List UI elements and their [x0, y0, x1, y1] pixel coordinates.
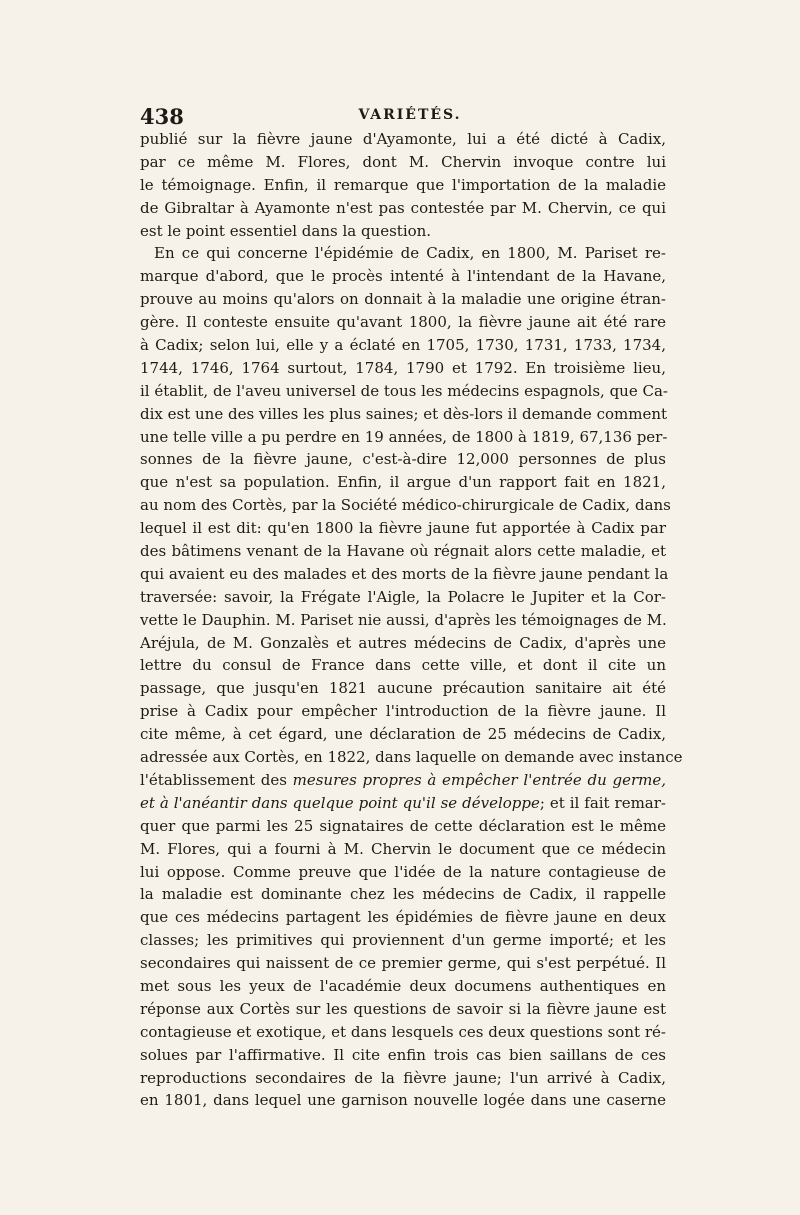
line-text: de Gibraltar à Ayamonte n'est pas contestée par M. Chervin, ce qui	[140, 198, 666, 217]
line-text: que n'est sa population. Enfin, il argue d'un rapport fait en 1821,	[140, 473, 666, 492]
text-line	[140, 517, 666, 540]
line-text: En ce qui concerne l'épidémie de Cadix, en 1800, M. Pariset re-	[154, 244, 666, 263]
text-line	[140, 128, 666, 151]
text-line	[140, 311, 666, 334]
text-line	[140, 174, 666, 197]
text-line	[140, 242, 666, 265]
text-line	[140, 677, 666, 700]
text-line	[140, 883, 666, 906]
line-text: au nom des Cortès, par la Société médico-chirurgicale de Cadix, dans	[140, 496, 671, 515]
line-text: lequel il est dit: qu'en 1800 la fièvre jaune fut apportée à Cadix par	[140, 519, 666, 538]
line-text: solues par l'affirmative. Il cite enfin trois cas bien saillans de ces	[140, 1045, 666, 1064]
line-text: vette le Dauphin. M. Pariset nie aussi, d'après les témoignages de M.	[140, 610, 667, 629]
line-text: passage, que jusqu'en 1821 aucune précaution sanitaire ait été	[140, 679, 666, 698]
text-line	[140, 357, 666, 380]
text-line	[140, 838, 666, 861]
text-line	[140, 1021, 666, 1044]
line-text: 1744, 1746, 1764 surtout, 1784, 1790 et 1792. En troisième lieu,	[140, 358, 666, 377]
line-text: M. Flores, qui a fourni à M. Chervin le document que ce médecin	[140, 839, 666, 858]
text-line	[140, 403, 666, 426]
line-text: en 1801, dans lequel une garnison nouvelle logée dans une caserne	[140, 1091, 666, 1110]
line-text: réponse aux Cortès sur les questions de savoir si la fièvre jaune est	[140, 999, 666, 1018]
page-header	[140, 104, 660, 129]
text-line	[140, 632, 666, 655]
text-line	[140, 769, 666, 792]
page-number: 438	[140, 104, 184, 129]
text-line	[140, 448, 666, 471]
line-text: le témoignage. Enfin, il remarque que l'importation de la maladie	[140, 175, 666, 194]
line-text: classes; les primitives qui proviennent d'un germe importé; et les	[140, 931, 666, 950]
line-text: secondaires qui naissent de ce premier germe, qui s'est perpétué. Il	[140, 954, 666, 973]
text-line	[140, 197, 666, 220]
text-line	[140, 265, 666, 288]
text-line	[140, 334, 666, 357]
line-text: par ce même M. Flores, dont M. Chervin invoque contre lui	[140, 152, 666, 171]
line-text: gère. Il conteste ensuite qu'avant 1800, la fièvre jaune ait été rare	[140, 313, 666, 332]
line-text: est le point essentiel dans la question.	[140, 221, 432, 240]
line-text: traversée: savoir, la Frégate l'Aigle, la Polacre le Jupiter et la Cor-	[140, 587, 666, 606]
text-line	[140, 746, 683, 769]
line-text: marque d'abord, que le procès intenté à l'intendant de la Havane,	[140, 267, 666, 286]
line-text: Aréjula, de M. Gonzalès et autres médecins de Cadix, d'après une	[140, 633, 666, 652]
line-text: une telle ville a pu perdre en 19 années, de 1800 à 1819, 67,136 per-	[140, 427, 668, 446]
line-text: que ces médecins partagent les épidémies de fièvre jaune en deux	[140, 908, 666, 927]
line-text: l'établissement des	[140, 770, 293, 789]
line-text: la maladie est dominante chez les médecins de Cadix, il rappelle	[140, 885, 666, 904]
running-head: VARIÉTÉS.	[358, 107, 462, 123]
line-text: lui oppose. Comme preuve que l'idée de la nature contagieuse de	[140, 862, 666, 881]
line-text: il établit, de l'aveu universel de tous les médecins espagnols, que Ca-	[140, 381, 668, 400]
text-line	[140, 952, 666, 975]
text-line	[140, 380, 666, 403]
line-italic-text: mesures propres à empêcher l'entrée du germe,	[292, 770, 666, 789]
text-line	[140, 700, 666, 723]
text-line	[140, 426, 666, 449]
text-line	[140, 471, 666, 494]
line-text: quer que parmi les 25 signataires de cette déclaration est le même	[140, 816, 666, 835]
line-text: prouve au moins qu'alors on donnait à la maladie une origine étran-	[140, 290, 666, 309]
line-text: publié sur la fièvre jaune d'Ayamonte, lui a été dicté à Cadix,	[140, 130, 666, 148]
line-text: sonnes de la fièvre jaune, c'est-à-dire 12,000 personnes de plus	[140, 450, 666, 469]
line-italic-text: et à l'anéantir dans quelque point qu'il se développe	[140, 793, 540, 812]
line-text: des bâtimens venant de la Havane où régnait alors cette maladie, et	[140, 542, 666, 561]
text-line	[140, 1067, 666, 1090]
text-line	[140, 815, 666, 838]
line-text: contagieuse et exotique, et dans lesquels ces deux questions sont ré-	[140, 1022, 666, 1041]
line-text: lettre du consul de France dans cette ville, et dont il cite un	[140, 656, 666, 675]
text-line	[140, 1089, 666, 1112]
text-line	[140, 998, 666, 1021]
line-text: qui avaient eu des malades et des morts de la fièvre jaune pendant la	[140, 564, 669, 583]
text-line	[140, 654, 666, 677]
text-line	[140, 723, 666, 746]
body-text	[140, 128, 683, 1112]
line-text: dix est une des villes les plus saines; et dès-lors il demande comment	[140, 404, 668, 423]
text-line	[140, 792, 666, 815]
line-text: cite même, à cet égard, une déclaration de 25 médecins de Cadix,	[140, 725, 666, 744]
text-line	[140, 906, 666, 929]
line-text: prise à Cadix pour empêcher l'introduction de la fièvre jaune. Il	[140, 702, 666, 721]
text-line	[140, 609, 666, 632]
line-text: reproductions secondaires de la fièvre jaune; l'un arrivé à Cadix,	[140, 1068, 666, 1087]
line-text: met sous les yeux de l'académie deux documens authentiques en	[140, 976, 666, 995]
text-line	[140, 540, 666, 563]
text-line	[140, 151, 666, 174]
text-line	[140, 929, 666, 952]
text-line	[140, 975, 666, 998]
text-line	[140, 563, 669, 586]
line-text: adressée aux Cortès, en 1822, dans laquelle on demande avec instance	[140, 748, 683, 767]
text-line	[140, 494, 671, 517]
line-tail-text: ; et il fait remar-	[539, 793, 666, 812]
line-text: à Cadix; selon lui, elle y a éclaté en 1705, 1730, 1731, 1733, 1734,	[140, 336, 666, 355]
text-line	[140, 220, 666, 243]
text-line	[140, 288, 666, 311]
text-line	[140, 1044, 666, 1067]
text-line	[140, 861, 666, 884]
text-line	[140, 586, 666, 609]
